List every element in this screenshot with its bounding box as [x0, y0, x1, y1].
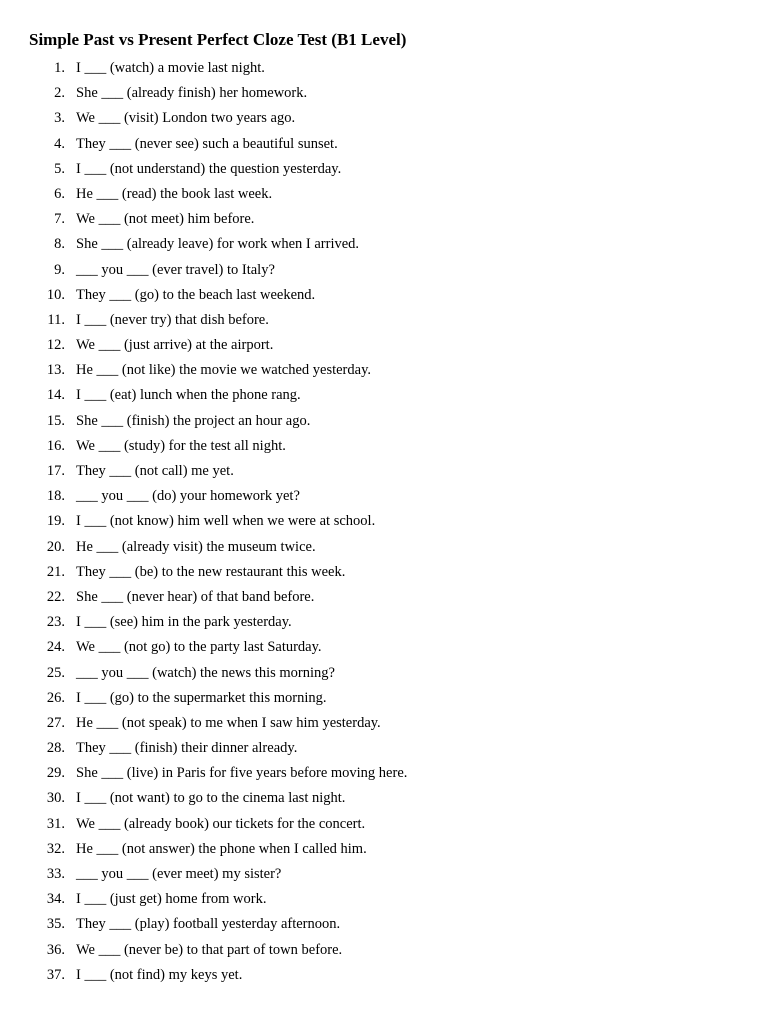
exercise-item [0, 761, 768, 786]
exercise-sentence: She ___ (already finish) her homework. [76, 85, 308, 102]
exercise-sentence: ___ you ___ (ever travel) to Italy? [76, 261, 275, 278]
exercise-number: 19. [46, 513, 65, 530]
exercise-sentence: They ___ (never see) such a beautiful sunset. [76, 135, 338, 152]
exercise-number: 32. [46, 840, 65, 857]
exercise-number: 1. [54, 60, 65, 76]
exercise-item [0, 333, 768, 358]
exercise-item [0, 207, 768, 232]
exercise-sentence: We ___ (not go) to the party last Saturday. [76, 639, 322, 656]
exercise-item [0, 862, 768, 887]
exercise-sentence: We ___ (visit) London two years ago. [76, 110, 296, 127]
worksheet-title: Simple Past vs Present Perfect Cloze Test (B1 Level) [29, 30, 407, 49]
exercise-sentence: He ___ (already visit) the museum twice. [76, 538, 316, 555]
exercise-number: 5. [54, 160, 65, 177]
exercise-number: 18. [46, 488, 65, 505]
exercise-number: 10. [46, 286, 65, 303]
exercise-number: 26. [46, 689, 65, 706]
exercise-number: 8. [54, 236, 65, 253]
exercise-sentence: ___ you ___ (do) your homework yet? [76, 488, 300, 505]
exercise-item [0, 963, 768, 988]
exercise-sentence: We ___ (never be) to that part of town before. [76, 941, 343, 958]
exercise-number: 15. [46, 412, 65, 429]
exercise-item [0, 182, 768, 207]
exercise-sentence: We ___ (study) for the test all night. [76, 437, 286, 454]
exercise-item [0, 887, 768, 912]
exercise-sentence: I ___ (not find) my keys yet. [76, 966, 243, 983]
exercise-item [0, 358, 768, 383]
exercise-sentence: They ___ (go) to the beach last weekend. [76, 286, 316, 303]
exercise-sentence: I ___ (just get) home from work. [76, 891, 267, 908]
exercise-item [0, 938, 768, 963]
exercise-sentence: She ___ (already leave) for work when I arrived. [76, 236, 360, 253]
exercise-sentence: He ___ (read) the book last week. [76, 185, 273, 202]
exercise-item [0, 912, 768, 937]
exercise-number: 24. [46, 639, 65, 656]
exercise-sentence: They ___ (play) football yesterday afternoon. [76, 916, 341, 933]
exercise-number: 29. [46, 765, 65, 782]
exercise-number: 34. [46, 891, 65, 908]
exercise-item [0, 56, 768, 81]
exercise-sentence: We ___ (not meet) him before. [76, 211, 255, 228]
exercise-number: 4. [54, 135, 65, 152]
exercise-item [0, 283, 768, 308]
exercise-number: 16. [46, 437, 65, 454]
exercise-number: 27. [46, 714, 65, 731]
exercise-item [0, 535, 768, 560]
exercise-number: 6. [54, 185, 65, 202]
exercise-sentence: She ___ (live) in Paris for five years before moving here. [76, 765, 408, 782]
exercise-sentence: We ___ (already book) our tickets for the concert. [76, 815, 366, 832]
exercise-sentence: They ___ (not call) me yet. [76, 463, 234, 479]
exercise-sentence: I ___ (see) him in the park yesterday. [76, 614, 292, 631]
exercise-number: 35. [46, 916, 65, 933]
exercise-item [0, 711, 768, 736]
exercise-number: 9. [54, 261, 65, 278]
exercise-item [0, 635, 768, 660]
exercise-sentence: He ___ (not speak) to me when I saw him yesterday. [76, 714, 381, 731]
exercise-number: 37. [46, 966, 65, 983]
exercise-item [0, 812, 768, 837]
exercise-list [0, 56, 768, 988]
exercise-number: 13. [46, 362, 65, 379]
exercise-sentence: I ___ (eat) lunch when the phone rang. [76, 387, 301, 404]
exercise-sentence: We ___ (just arrive) at the airport. [76, 337, 274, 354]
exercise-sentence: They ___ (be) to the new restaurant this week. [76, 563, 346, 580]
exercise-item [0, 610, 768, 635]
exercise-item [0, 585, 768, 610]
exercise-item [0, 258, 768, 283]
exercise-sentence: ___ you ___ (watch) the news this morning? [76, 664, 335, 681]
exercise-sentence: She ___ (finish) the project an hour ago. [76, 412, 311, 429]
exercise-item [0, 81, 768, 106]
exercise-sentence: ___ you ___ (ever meet) my sister? [76, 866, 282, 882]
exercise-number: 11. [47, 311, 65, 328]
exercise-item [0, 308, 768, 333]
exercise-number: 3. [54, 110, 65, 127]
exercise-item [0, 232, 768, 257]
exercise-number: 23. [46, 614, 65, 631]
exercise-sentence: I ___ (not want) to go to the cinema last night. [76, 790, 346, 807]
exercise-number: 33. [46, 866, 65, 882]
exercise-sentence: I ___ (never try) that dish before. [76, 311, 269, 328]
exercise-sentence: They ___ (finish) their dinner already. [76, 740, 298, 757]
exercise-number: 31. [46, 815, 65, 832]
exercise-sentence: She ___ (never hear) of that band before. [76, 588, 315, 605]
exercise-number: 7. [54, 211, 65, 228]
exercise-sentence: He ___ (not like) the movie we watched yesterday. [76, 362, 371, 379]
exercise-number: 20. [46, 538, 65, 555]
exercise-item [0, 459, 768, 484]
exercise-item [0, 686, 768, 711]
exercise-number: 36. [46, 941, 65, 958]
exercise-number: 25. [46, 664, 65, 681]
exercise-number: 2. [54, 85, 65, 102]
exercise-item [0, 409, 768, 434]
exercise-number: 30. [46, 790, 65, 807]
exercise-item [0, 106, 768, 131]
exercise-sentence: He ___ (not answer) the phone when I called him. [76, 840, 367, 857]
exercise-number: 12. [46, 337, 65, 354]
exercise-item [0, 560, 768, 585]
exercise-item [0, 736, 768, 761]
exercise-number: 22. [46, 588, 65, 605]
exercise-item [0, 434, 768, 459]
exercise-sentence: I ___ (not know) him well when we were at school. [76, 513, 376, 530]
exercise-item [0, 786, 768, 811]
exercise-sentence: I ___ (go) to the supermarket this morning. [76, 689, 327, 706]
exercise-sentence: I ___ (watch) a movie last night. [76, 60, 265, 76]
exercise-number: 21. [46, 563, 65, 580]
exercise-item [0, 661, 768, 686]
exercise-sentence: I ___ (not understand) the question yesterday. [76, 160, 342, 177]
exercise-item [0, 132, 768, 157]
exercise-item [0, 157, 768, 182]
exercise-number: 17. [46, 463, 65, 479]
exercise-item [0, 509, 768, 534]
exercise-number: 28. [46, 740, 65, 757]
exercise-item [0, 383, 768, 408]
exercise-number: 14. [46, 387, 65, 404]
exercise-item [0, 837, 768, 862]
exercise-item [0, 484, 768, 509]
